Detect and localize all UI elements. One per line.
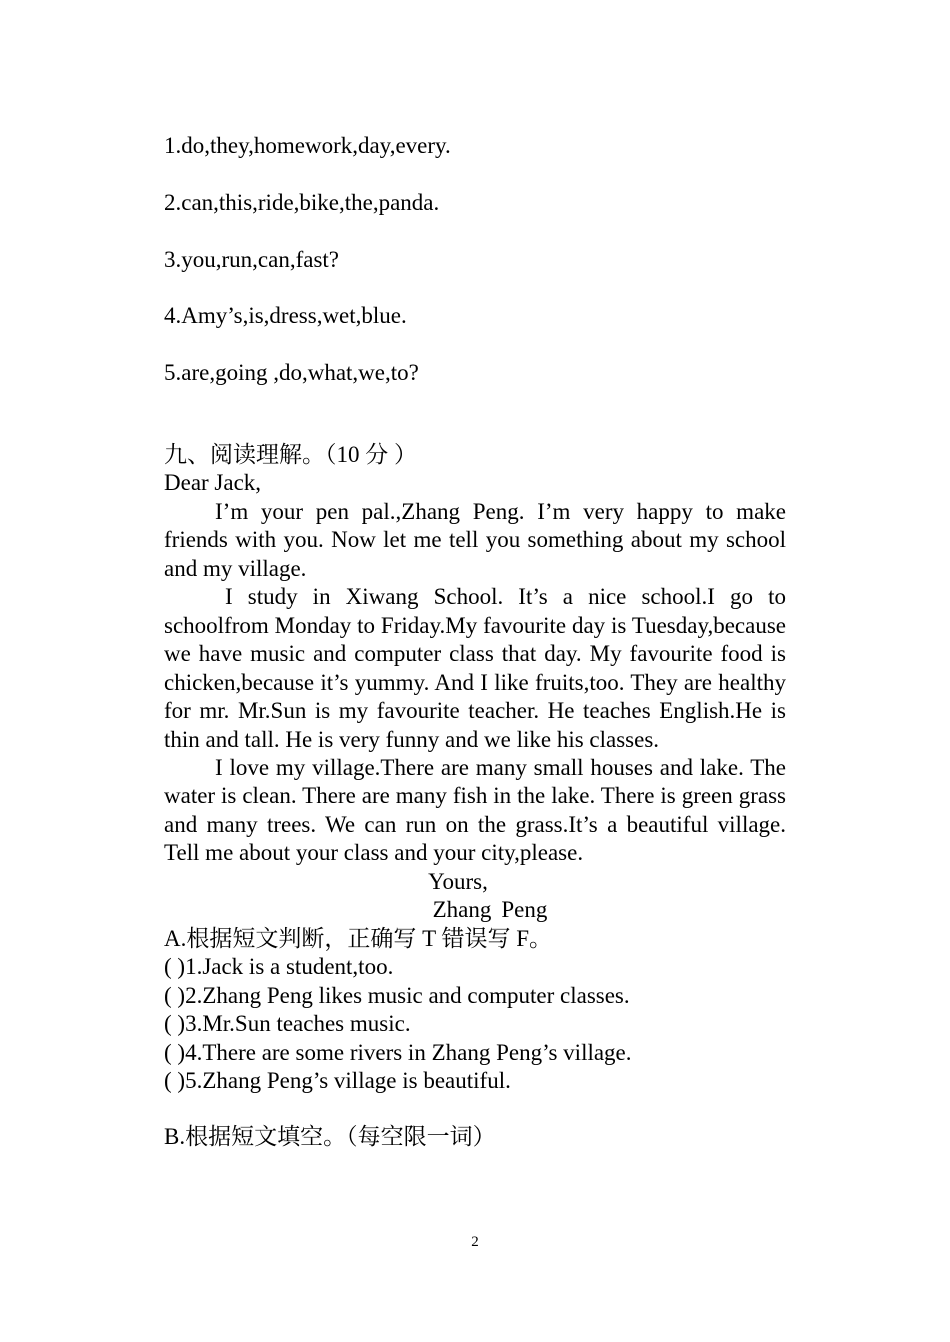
page-number: 2 bbox=[471, 1234, 479, 1250]
unscramble-item-3: 3.you,run,can,fast? bbox=[164, 246, 339, 272]
letter-signature bbox=[164, 896, 786, 924]
letter-paragraph-1: I’m your pen pal.,Zhang Peng. I’m very happy to make friends with you. Now let me tell you something about my school and my village. bbox=[164, 498, 786, 581]
letter-paragraph-3: I love my village.There are many small houses and lake. The water is clean. There are many fish in the lake. There is green grass and many trees. We can run on the grass.It’s a beautiful village. Tell me about your class and your city,please. bbox=[164, 754, 786, 866]
part-b-instruction: B.根据短文填空。（每空限一词） bbox=[164, 1124, 496, 1150]
true-false-item-3: ( )3.Mr.Sun teaches music. bbox=[164, 1011, 411, 1037]
unscramble-list bbox=[164, 128, 786, 412]
unscramble-item-4: 4.Amy’s,is,dress,wet,blue. bbox=[164, 303, 407, 329]
unscramble-item-2: 2.can,this,ride,bike,the,panda. bbox=[164, 189, 440, 215]
reading-section bbox=[164, 441, 786, 1152]
unscramble-item-1: 1.do,they,homework,day,every. bbox=[164, 133, 451, 158]
signature-first-name: Zhang bbox=[432, 897, 492, 923]
letter-greeting: Dear Jack, bbox=[164, 470, 262, 496]
letter-closing: Yours, bbox=[428, 868, 488, 894]
true-false-item-1: ( )1.Jack is a student,too. bbox=[164, 954, 394, 980]
blank-line bbox=[164, 1095, 786, 1123]
true-false-item-2: ( )2.Zhang Peng likes music and computer classes. bbox=[164, 982, 630, 1008]
section-title: 九、阅读理解。（10 分 ） bbox=[164, 442, 417, 467]
true-false-item-5: ( )5.Zhang Peng’s village is beautiful. bbox=[164, 1067, 511, 1093]
signature-last-name: Peng bbox=[501, 897, 548, 923]
unscramble-item-5: 5.are,going ,do,what,we,to? bbox=[164, 360, 419, 386]
letter-paragraph-2: I study in Xiwang School. It’s a nice school.I go to schoolfrom Monday to Friday.My favourite day is Tuesday,because we have music and computer class that day. My favourite food is chicken,because it’s yummy. And I like fruits,too. They are healthy for mr. Mr.Sun is my favourite teacher. He teaches English.He is thin and tall. He is very funny and we like his classes. bbox=[164, 584, 786, 752]
true-false-item-4: ( )4.There are some rivers in Zhang Peng’s village. bbox=[164, 1039, 632, 1065]
part-a-instruction: A.根据短文判断，正确写 T 错误写 F。 bbox=[164, 925, 553, 951]
